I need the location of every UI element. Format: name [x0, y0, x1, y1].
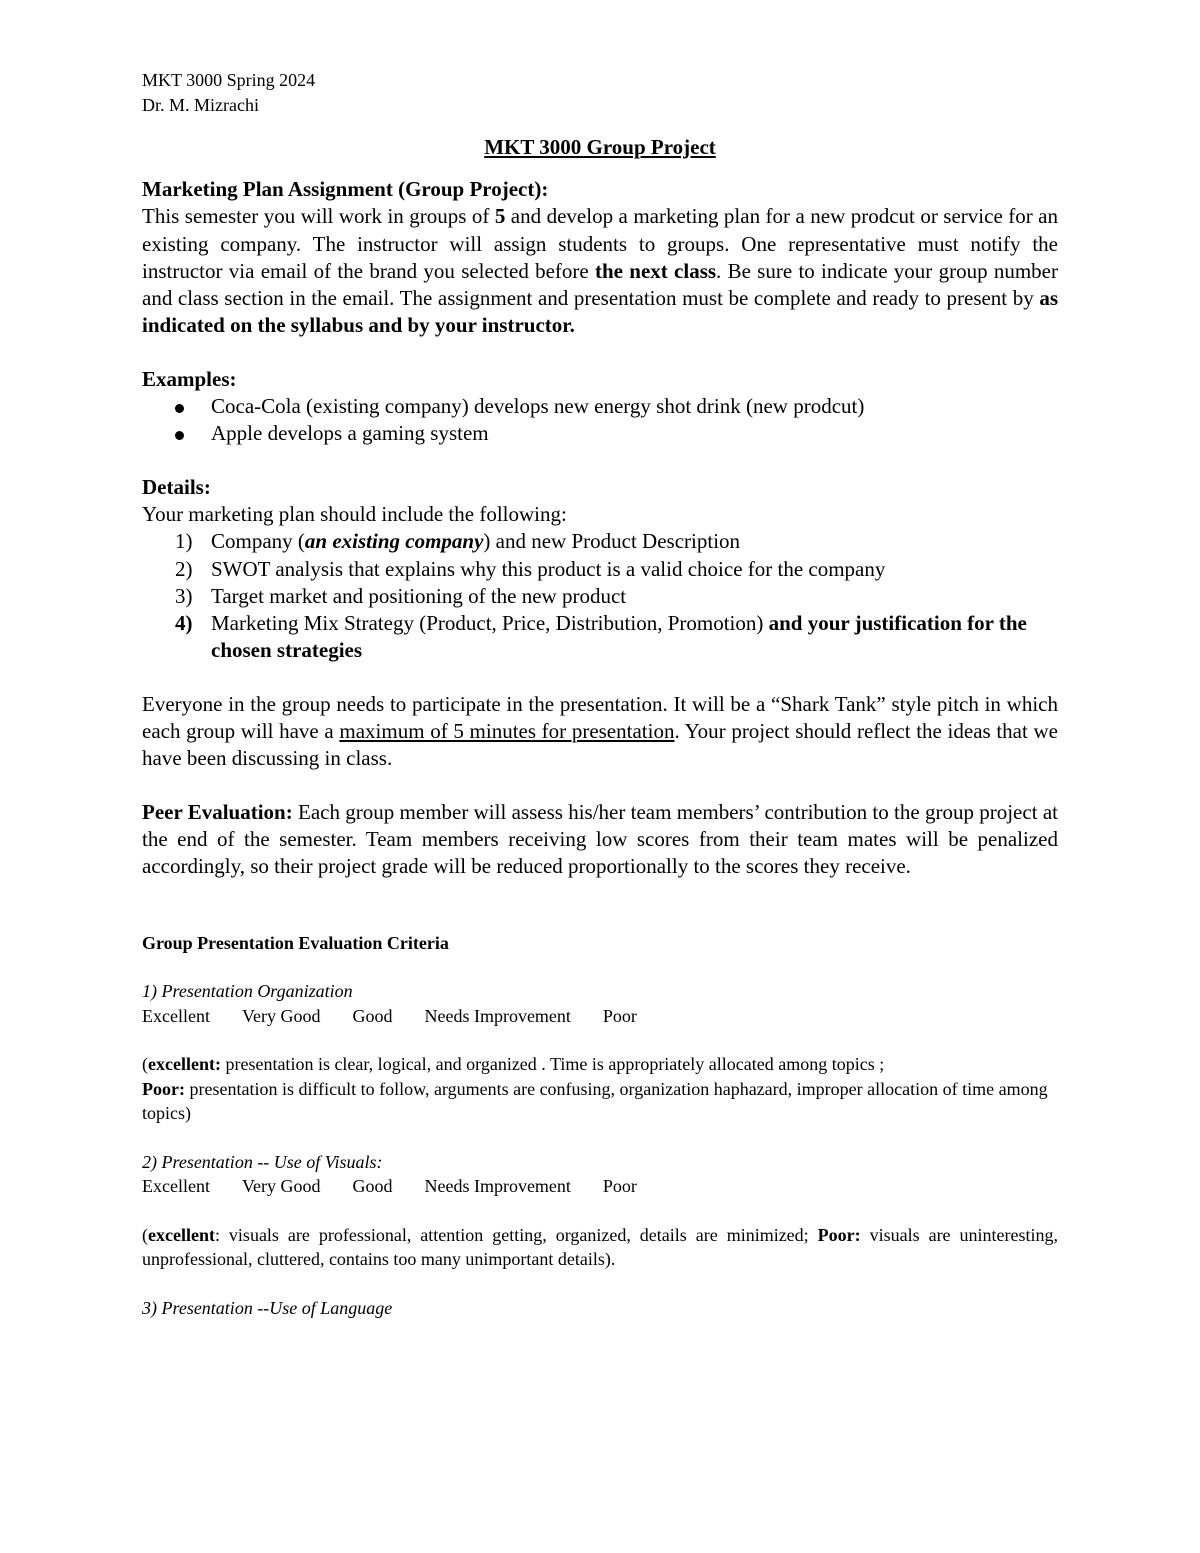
criterion-1-title: 1) Presentation Organization [142, 981, 353, 1002]
peer-evaluation-label: Peer Evaluation: [142, 799, 293, 824]
rating-scale: Excellent Very Good Good Needs Improvement Poor [142, 1176, 637, 1197]
assignment-text-3: . Be sure to indicate your group number and class section in the email. The assignment and presentation must be complete and ready to present by [142, 258, 1058, 311]
bullet-icon [175, 404, 184, 413]
deadline-next-class: the next class [595, 258, 717, 283]
participation-paragraph: Everyone in the group needs to participate in the presentation. It will be a “Shark Tank” style pitch in which each group will have a maximum of 5 minutes for presentation. Your project should reflect the ideas that we have been discussing in class. [142, 691, 1058, 771]
deadline-syllabus: as indicated on the syllabus and by your instructor. [142, 286, 1058, 338]
list-item: 3) Target market and positioning of the new product [175, 583, 627, 608]
assignment-text-1: This semester you will work in groups of [142, 204, 495, 229]
rating-scale: Excellent Very Good Good Needs Improvement Poor [142, 1005, 637, 1026]
details-section [142, 474, 1058, 665]
examples-list [142, 393, 1058, 448]
details-list [142, 528, 1058, 664]
assignment-section [142, 176, 1058, 340]
list-item: 2) SWOT analysis that explains why this product is a valid choice for the company [175, 556, 886, 581]
assignment-text-2: and develop a marketing plan for a new prodcut or service for an existing company. The instructor will assign students to groups. One representative must notify the instructor via email of the brand you selected before [142, 204, 1058, 283]
assignment-heading: Marketing Plan Assignment (Group Project): [142, 177, 549, 201]
list-item: 4) Marketing Mix Strategy (Product, Price, Distribution, Promotion) and your justification for the chosen strategies [175, 611, 1027, 663]
details-heading: Details: [142, 474, 211, 499]
instructor-line: Dr. M. Mizrachi [142, 95, 259, 115]
criterion-2-description: (excellent: visuals are professional, attention getting, organized, details are minimized; Poor: visuals are uninteresting, unprofessional, cluttered, contains too many unimportant details). [142, 1224, 1058, 1270]
criteria-heading: Group Presentation Evaluation Criteria [142, 932, 449, 953]
details-intro: Your marketing plan should include the following: [142, 501, 567, 526]
criterion-1-description: (excellent: presentation is clear, logical, and organized . Time is appropriately allocated among topics ; Poor: presentation is difficult to follow, arguments are confusing, organization haphazard, improper allocation of time among topics) [142, 1054, 1048, 1124]
examples-heading: Examples: [142, 366, 237, 391]
criterion-3-title: 3) Presentation --Use of Language [142, 1297, 393, 1318]
assignment-paragraph [142, 203, 1058, 339]
bullet-icon [175, 431, 184, 440]
peer-evaluation-paragraph: Peer Evaluation: Each group member will assess his/her team members’ contribution to the group project at the end of the semester. Team members receiving low scores from their team mates will be penalized accordingly, so their project grade will be reduced proportionally to the scores they receive. [142, 799, 1058, 879]
document-content [142, 68, 1058, 1320]
list-item: Apple develops a gaming system [142, 420, 1058, 447]
time-limit: maximum of 5 minutes for presentation [339, 719, 675, 744]
criterion-2-title: 2) Presentation -- Use of Visuals: [142, 1151, 383, 1172]
examples-section [142, 366, 1058, 448]
criteria-section [142, 931, 1058, 1321]
course-line: MKT 3000 Spring 2024 [142, 70, 316, 90]
group-size: 5 [494, 204, 506, 229]
document-title: MKT 3000 Group Project [484, 135, 716, 159]
list-item: Coca-Cola (existing company) develops new energy shot drink (new prodcut) [142, 393, 1058, 420]
list-item: 1) Company (an existing company) and new Product Description [175, 529, 741, 554]
existing-company-emphasis: an existing company [304, 529, 484, 554]
